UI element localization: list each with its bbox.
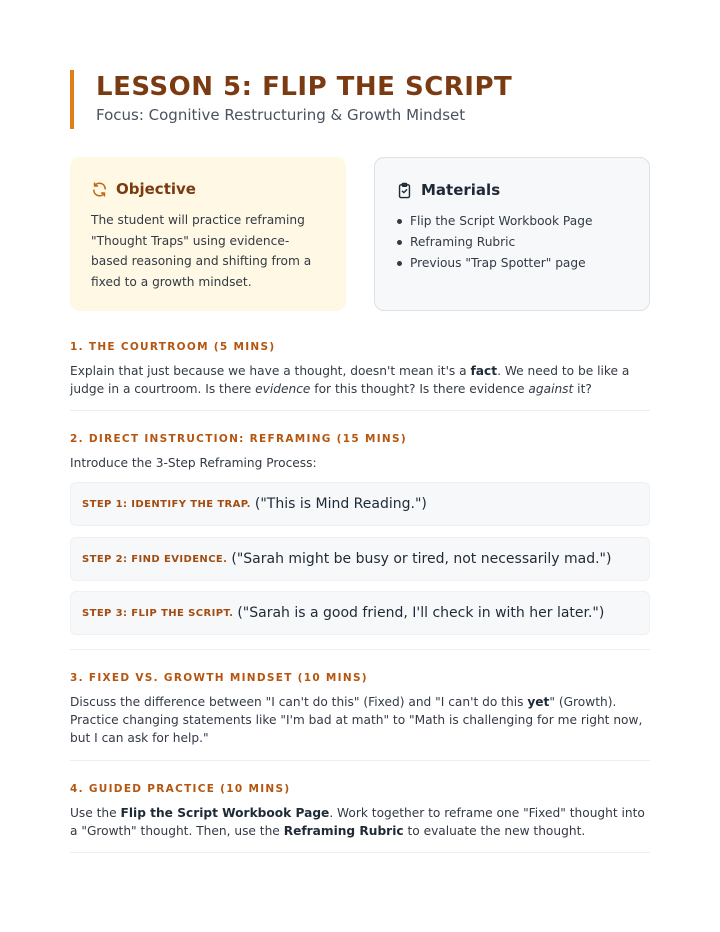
lesson-header: [70, 70, 650, 129]
section-heading: 4. GUIDED PRACTICE (10 MINS): [70, 783, 291, 795]
section-guided-practice: [70, 782, 650, 840]
section-heading: 2. DIRECT INSTRUCTION: REFRAMING (15 MINS): [70, 433, 407, 445]
text-run: . We need to be like a judge in a courtroom. Is there: [70, 364, 630, 396]
text-run: Discuss the difference between "I can't do this" (Fixed) and "I can't do this: [70, 695, 528, 709]
step-card: [70, 537, 650, 581]
materials-item: Reframing Rubric: [396, 232, 628, 253]
step-text: ("This is Mind Reading."): [254, 496, 427, 512]
text-run: Explain that just because we have a thought, doesn't mean it's a: [70, 364, 471, 378]
text-run: . Work together to reframe one "Fixed" thought into a "Growth" thought. Then, use the: [70, 806, 645, 838]
text-run: it?: [573, 382, 592, 396]
page-title: LESSON 5: FLIP THE SCRIPT: [96, 72, 513, 102]
step-label: STEP 1: IDENTIFY THE TRAP.: [82, 498, 251, 510]
section-body: [70, 454, 650, 472]
emphasis-bold: fact: [470, 364, 498, 378]
objective-card: [70, 157, 346, 311]
section-divider: [70, 760, 650, 761]
emphasis-italic: against: [528, 382, 574, 396]
objective-heading: [91, 179, 325, 199]
step-text: ("Sarah is a good friend, I'll check in with her later."): [237, 605, 605, 621]
text-run: Introduce the 3-Step Reframing Process:: [70, 456, 317, 470]
text-run: for this thought? Is there evidence: [310, 382, 529, 396]
materials-list: [396, 211, 628, 274]
refresh-icon: [91, 181, 108, 198]
section-courtroom: [70, 340, 650, 398]
materials-heading: [396, 180, 628, 200]
materials-card: [374, 157, 650, 311]
objective-heading-label: Objective: [116, 180, 196, 198]
step-text: ("Sarah might be busy or tired, not necessarily mad."): [231, 551, 612, 567]
section-direct-instruction: [70, 432, 650, 472]
step-label: STEP 2: FIND EVIDENCE.: [82, 553, 228, 565]
emphasis-bold: Flip the Script Workbook Page: [120, 806, 330, 820]
section-divider: [70, 852, 650, 853]
section-mindset: [70, 671, 650, 747]
step-card: [70, 482, 650, 526]
section-heading: 1. THE COURTROOM (5 MINS): [70, 341, 276, 353]
section-heading: 3. FIXED VS. GROWTH MINDSET (10 MINS): [70, 672, 368, 684]
objective-text: The student will practice reframing "Thought Traps" using evidence-based reasoning and shifting from a fixed to a growth mindset.: [91, 213, 312, 289]
materials-item: Flip the Script Workbook Page: [396, 211, 628, 232]
text-run: to evaluate the new thought.: [403, 824, 586, 838]
clipboard-check-icon: [396, 182, 413, 199]
text-run: " (Growth). Practice changing statements like "I'm bad at math" to "Math is challenging for me right now, but I can ask for help.": [70, 695, 643, 745]
emphasis-italic: evidence: [255, 382, 311, 396]
section-divider: [70, 649, 650, 650]
section-divider: [70, 410, 650, 411]
emphasis-bold: Reframing Rubric: [283, 824, 404, 838]
step-label: STEP 3: FLIP THE SCRIPT.: [82, 607, 234, 619]
text-run: Use the: [70, 806, 121, 820]
section-body: [70, 693, 650, 747]
emphasis-bold: yet: [527, 695, 550, 709]
materials-item: Previous "Trap Spotter" page: [396, 253, 628, 274]
section-body: [70, 362, 650, 398]
step-card: [70, 591, 650, 635]
section-body: [70, 804, 650, 840]
page-subtitle: Focus: Cognitive Restructuring & Growth Mindset: [96, 106, 466, 124]
materials-heading-label: Materials: [421, 181, 501, 199]
